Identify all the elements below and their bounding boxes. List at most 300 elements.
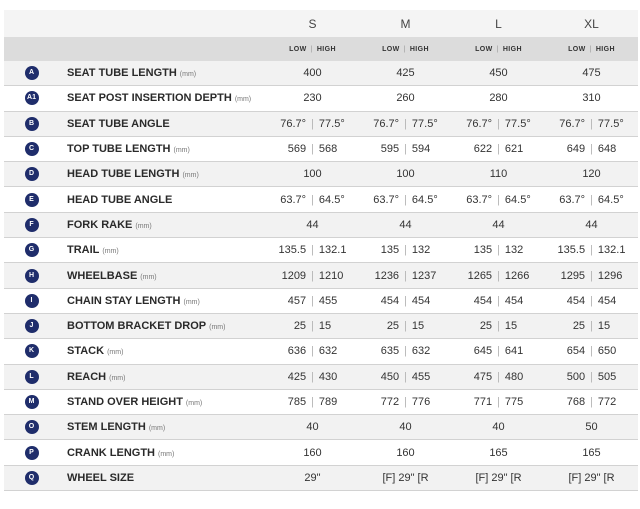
low-value: 1209	[281, 269, 307, 282]
size-value-cell	[452, 162, 545, 187]
value: 280	[489, 92, 508, 105]
high-value: 480	[504, 370, 524, 383]
low-value: 622	[473, 143, 493, 156]
high-value: 789	[318, 396, 338, 408]
geometry-row	[4, 263, 638, 288]
geometry-row	[4, 212, 638, 237]
low-value: 1236	[374, 269, 400, 282]
size-value-cell	[452, 339, 545, 364]
badge-cell	[4, 86, 59, 111]
measurement-label-cell	[59, 465, 266, 490]
measurement-label-cell	[59, 86, 266, 111]
measurement-label-cell	[59, 238, 266, 263]
size-value-cell	[452, 136, 545, 161]
size-value-cell	[452, 187, 545, 212]
measurement-label: WHEEL SIZE	[67, 471, 135, 484]
size-value-cell	[545, 263, 638, 288]
measurement-badge: O	[25, 420, 39, 434]
size-value-cell	[452, 389, 545, 414]
value: 40	[306, 421, 319, 434]
size-value-cell	[545, 313, 638, 338]
low-value: 654	[566, 345, 586, 358]
value: 310	[582, 92, 601, 105]
measurement-label-cell	[59, 339, 266, 364]
value: 475	[582, 67, 601, 80]
measurement-label-cell	[59, 111, 266, 136]
measurement-unit: (mm)	[109, 374, 126, 382]
measurement-label: FORK RAKE	[67, 218, 133, 231]
size-value-cell	[545, 288, 638, 313]
low-high-separator: |	[310, 45, 313, 53]
measurement-unit: (mm)	[107, 349, 124, 357]
size-value-cell	[452, 364, 545, 389]
low-value: 457	[287, 294, 307, 307]
size-value-cell	[545, 162, 638, 187]
size-value-cell	[452, 263, 545, 288]
value-separator: |	[404, 193, 407, 206]
low-value: 135	[380, 244, 400, 257]
high-label: HIGH	[409, 45, 429, 53]
measurement-unit: (mm)	[148, 425, 166, 433]
badge-cell	[4, 212, 59, 237]
measurement-label: SEAT TUBE ANGLE	[67, 117, 170, 130]
geometry-row	[4, 440, 638, 465]
low-high-label-xl	[545, 37, 638, 61]
size-value-cell	[266, 111, 359, 136]
size-value-cell	[359, 263, 452, 288]
size-value-cell	[266, 212, 359, 237]
size-value-cell	[545, 364, 638, 389]
value-separator: |	[590, 396, 593, 408]
measurement-badge: L	[25, 370, 39, 384]
measurement-badge: A	[25, 66, 39, 80]
badge-cell	[4, 465, 59, 490]
measurement-label: SEAT POST INSERTION DEPTH	[67, 92, 232, 105]
size-value-cell	[266, 415, 359, 440]
measurement-label-cell	[59, 288, 266, 313]
measurement-unit: (mm)	[135, 222, 152, 230]
badge-cell	[4, 313, 59, 338]
value-separator: |	[311, 294, 314, 307]
geometry-row	[4, 415, 638, 440]
measurement-badge: A1	[25, 91, 39, 105]
measurement-badge: P	[25, 446, 39, 460]
badge-cell	[4, 238, 59, 263]
low-value: 25	[293, 320, 307, 333]
low-high-separator: |	[496, 45, 499, 53]
value: 50	[585, 421, 598, 434]
low-label: LOW	[475, 45, 493, 53]
high-value: 77.5°	[504, 117, 531, 130]
measurement-label: STACK	[67, 345, 105, 358]
high-value: 621	[504, 143, 524, 156]
geometry-row	[4, 187, 638, 212]
geometry-row	[4, 339, 638, 364]
value-separator: |	[590, 117, 593, 130]
value-separator: |	[590, 370, 593, 383]
value: 160	[396, 446, 415, 459]
size-value-cell	[452, 288, 545, 313]
value: [F] 29" [R	[382, 471, 429, 484]
low-high-separator: |	[403, 45, 406, 53]
value: 44	[492, 218, 505, 231]
low-value: 569	[287, 143, 307, 156]
value-separator: |	[497, 396, 500, 408]
size-value-cell	[266, 313, 359, 338]
high-value: 648	[597, 143, 617, 156]
value-separator: |	[590, 143, 593, 156]
measurement-badge: C	[25, 142, 39, 156]
value-separator: |	[311, 193, 314, 206]
size-value-cell	[545, 86, 638, 111]
high-value: 77.5°	[597, 117, 624, 130]
measurement-unit: (mm)	[102, 248, 119, 256]
measurement-unit: (mm)	[179, 71, 197, 79]
measurement-badge: G	[25, 243, 39, 257]
high-value: 1237	[411, 269, 437, 282]
value: 165	[582, 446, 601, 459]
measurement-unit: (mm)	[234, 96, 252, 104]
high-value: 1210	[318, 269, 344, 282]
measurement-unit: (mm)	[173, 147, 190, 155]
low-value: 772	[380, 396, 400, 408]
value: 100	[396, 168, 415, 181]
high-value: 64.5°	[318, 193, 345, 206]
size-value-cell	[545, 187, 638, 212]
header-spacer	[59, 10, 266, 37]
geometry-row	[4, 86, 638, 111]
measurement-unit: (mm)	[183, 298, 200, 306]
size-value-cell	[452, 61, 545, 86]
measurement-label: STAND OVER HEIGHT	[67, 396, 183, 408]
low-value: 25	[479, 320, 493, 333]
measurement-label: TRAIL	[67, 244, 100, 257]
measurement-badge: K	[25, 344, 39, 358]
high-label: HIGH	[502, 45, 522, 53]
measurement-label-cell	[59, 162, 266, 187]
badge-cell	[4, 288, 59, 313]
geometry-row	[4, 465, 638, 490]
value: 400	[303, 67, 322, 80]
measurement-unit: (mm)	[209, 324, 226, 332]
measurement-label-cell	[59, 364, 266, 389]
value-separator: |	[311, 396, 314, 408]
value-separator: |	[311, 244, 314, 257]
size-value-cell	[452, 415, 545, 440]
size-value-cell	[545, 389, 638, 414]
high-value: 77.5°	[411, 117, 438, 130]
high-value: 455	[318, 294, 338, 307]
value-separator: |	[497, 244, 500, 257]
low-value: 475	[473, 370, 493, 383]
low-value: 76.7°	[373, 117, 400, 130]
size-value-cell	[359, 187, 452, 212]
high-value: 64.5°	[597, 193, 624, 206]
measurement-label: CRANK LENGTH	[67, 446, 155, 459]
high-value: 632	[318, 345, 338, 358]
geometry-row	[4, 111, 638, 136]
low-value: 63.7°	[559, 193, 586, 206]
size-header-s: S	[266, 10, 359, 37]
size-header-l: L	[452, 10, 545, 37]
low-value: 500	[566, 370, 586, 383]
low-value: 1265	[467, 269, 493, 282]
high-value: 132.1	[597, 244, 626, 257]
high-value: 132	[411, 244, 431, 257]
size-value-cell	[545, 238, 638, 263]
value-separator: |	[590, 294, 593, 307]
measurement-label: HEAD TUBE ANGLE	[67, 193, 173, 206]
measurement-badge: H	[25, 269, 39, 283]
high-value: 15	[597, 320, 611, 333]
subheader-spacer	[59, 37, 266, 61]
size-value-cell	[266, 86, 359, 111]
value-separator: |	[590, 269, 593, 282]
low-value: 25	[386, 320, 400, 333]
value-separator: |	[404, 294, 407, 307]
measurement-badge: Q	[25, 471, 39, 485]
measurement-label: STEM LENGTH	[67, 421, 146, 434]
value-separator: |	[311, 143, 314, 156]
measurement-badge: M	[25, 395, 39, 409]
value-separator: |	[497, 320, 500, 333]
value-separator: |	[404, 117, 407, 130]
high-value: 650	[597, 345, 617, 358]
size-value-cell	[359, 61, 452, 86]
size-value-cell	[266, 288, 359, 313]
geometry-row	[4, 389, 638, 414]
size-value-cell	[452, 212, 545, 237]
geometry-table	[4, 10, 638, 491]
low-value: 649	[566, 143, 586, 156]
size-value-cell	[359, 465, 452, 490]
measurement-label: WHEELBASE	[67, 269, 138, 282]
high-value: 1266	[504, 269, 530, 282]
high-value: 641	[504, 345, 524, 358]
value: 230	[303, 92, 322, 105]
size-value-cell	[359, 389, 452, 414]
size-value-cell	[266, 440, 359, 465]
low-high-label-s	[266, 37, 359, 61]
size-value-cell	[452, 440, 545, 465]
size-value-cell	[545, 212, 638, 237]
value: 100	[303, 168, 322, 181]
value: 29"	[304, 471, 321, 484]
high-value: 430	[318, 370, 338, 383]
value: 40	[399, 421, 412, 434]
value: 40	[492, 421, 505, 434]
size-value-cell	[452, 313, 545, 338]
value-separator: |	[404, 320, 407, 333]
high-value: 454	[411, 294, 431, 307]
value: 44	[585, 218, 598, 231]
high-value: 454	[504, 294, 524, 307]
low-value: 768	[566, 396, 586, 408]
value-separator: |	[311, 320, 314, 333]
geometry-row	[4, 61, 638, 86]
value: 165	[489, 446, 508, 459]
measurement-label-cell	[59, 263, 266, 288]
measurement-badge: F	[25, 218, 39, 232]
high-value: 568	[318, 143, 338, 156]
low-high-header-row	[4, 37, 638, 61]
high-value: 455	[411, 370, 431, 383]
size-value-cell	[452, 86, 545, 111]
measurement-label-cell	[59, 440, 266, 465]
value-separator: |	[311, 370, 314, 383]
size-value-cell	[452, 465, 545, 490]
geometry-row	[4, 364, 638, 389]
low-value: 645	[473, 345, 493, 358]
value-separator: |	[497, 370, 500, 383]
measurement-label-cell	[59, 61, 266, 86]
low-label: LOW	[568, 45, 586, 53]
measurement-unit: (mm)	[185, 400, 203, 407]
size-value-cell	[545, 136, 638, 161]
badge-cell	[4, 111, 59, 136]
value-separator: |	[590, 244, 593, 257]
measurement-label: CHAIN STAY LENGTH	[67, 294, 181, 307]
value-separator: |	[497, 143, 500, 156]
low-value: 25	[572, 320, 586, 333]
high-value: 77.5°	[318, 117, 345, 130]
geometry-row	[4, 313, 638, 338]
measurement-badge: E	[25, 193, 39, 207]
low-high-label-l	[452, 37, 545, 61]
size-value-cell	[545, 440, 638, 465]
value-separator: |	[404, 143, 407, 156]
measurement-label: SEAT TUBE LENGTH	[67, 67, 177, 80]
size-value-cell	[359, 86, 452, 111]
high-value: 15	[411, 320, 425, 333]
geometry-row	[4, 238, 638, 263]
high-value: 632	[411, 345, 431, 358]
value: 44	[399, 218, 412, 231]
size-value-cell	[359, 111, 452, 136]
high-value: 15	[504, 320, 518, 333]
size-value-cell	[359, 136, 452, 161]
measurement-unit: (mm)	[158, 450, 175, 458]
badge-cell	[4, 364, 59, 389]
value-separator: |	[404, 370, 407, 383]
low-label: LOW	[289, 45, 307, 53]
size-value-cell	[266, 339, 359, 364]
low-value: 785	[287, 396, 307, 408]
low-high-separator: |	[589, 45, 592, 53]
low-value: 76.7°	[466, 117, 493, 130]
size-value-cell	[545, 415, 638, 440]
size-value-cell	[545, 61, 638, 86]
size-value-cell	[266, 263, 359, 288]
badge-cell	[4, 263, 59, 288]
header-spacer	[4, 10, 59, 37]
value-separator: |	[311, 345, 314, 358]
high-label: HIGH	[316, 45, 336, 53]
high-value: 132	[504, 244, 524, 257]
low-value: 135.5	[278, 244, 307, 257]
value: 44	[306, 218, 319, 231]
size-value-cell	[359, 364, 452, 389]
size-value-cell	[266, 162, 359, 187]
value: [F] 29" [R	[475, 471, 522, 484]
value: 425	[396, 67, 415, 80]
size-value-cell	[359, 162, 452, 187]
size-value-cell	[359, 238, 452, 263]
value-separator: |	[497, 345, 500, 358]
measurement-label: BOTTOM BRACKET DROP	[67, 320, 207, 333]
value-separator: |	[497, 294, 500, 307]
size-value-cell	[359, 313, 452, 338]
geometry-rows	[4, 61, 638, 491]
high-value: 454	[597, 294, 617, 307]
badge-cell	[4, 440, 59, 465]
measurement-badge: I	[25, 294, 39, 308]
size-value-cell	[359, 415, 452, 440]
badge-cell	[4, 136, 59, 161]
low-value: 771	[473, 396, 493, 408]
low-value: 76.7°	[280, 117, 307, 130]
low-value: 63.7°	[280, 193, 307, 206]
size-value-cell	[266, 389, 359, 414]
subheader-spacer	[4, 37, 59, 61]
measurement-label-cell	[59, 389, 266, 414]
value: 120	[582, 168, 601, 181]
value: 110	[489, 168, 508, 181]
value-separator: |	[590, 345, 593, 358]
measurement-unit: (mm)	[140, 273, 157, 281]
measurement-badge: B	[25, 117, 39, 131]
low-high-label-m	[359, 37, 452, 61]
value: 260	[396, 92, 415, 105]
measurement-label: TOP TUBE LENGTH	[67, 143, 171, 156]
value-separator: |	[311, 269, 314, 282]
badge-cell	[4, 61, 59, 86]
size-value-cell	[545, 339, 638, 364]
high-value: 15	[318, 320, 332, 333]
geometry-row	[4, 288, 638, 313]
value-separator: |	[404, 244, 407, 257]
size-value-cell	[359, 339, 452, 364]
low-value: 425	[287, 370, 307, 383]
high-value: 1296	[597, 269, 623, 282]
size-value-cell	[359, 440, 452, 465]
value-separator: |	[311, 117, 314, 130]
size-header-m: M	[359, 10, 452, 37]
value-separator: |	[590, 193, 593, 206]
value-separator: |	[404, 396, 407, 408]
badge-cell	[4, 389, 59, 414]
size-value-cell	[266, 61, 359, 86]
measurement-label-cell	[59, 187, 266, 212]
low-value: 454	[473, 294, 493, 307]
size-value-cell	[359, 212, 452, 237]
value-separator: |	[404, 269, 407, 282]
measurement-label-cell	[59, 415, 266, 440]
measurement-badge: D	[25, 167, 39, 181]
value-separator: |	[497, 193, 500, 206]
low-value: 450	[380, 370, 400, 383]
size-value-cell	[359, 288, 452, 313]
measurement-label-cell	[59, 313, 266, 338]
size-value-cell	[266, 136, 359, 161]
low-label: LOW	[382, 45, 400, 53]
high-label: HIGH	[595, 45, 615, 53]
low-value: 63.7°	[466, 193, 493, 206]
measurement-label: HEAD TUBE LENGTH	[67, 168, 180, 181]
value-separator: |	[404, 345, 407, 358]
value-separator: |	[497, 269, 500, 282]
low-value: 454	[566, 294, 586, 307]
